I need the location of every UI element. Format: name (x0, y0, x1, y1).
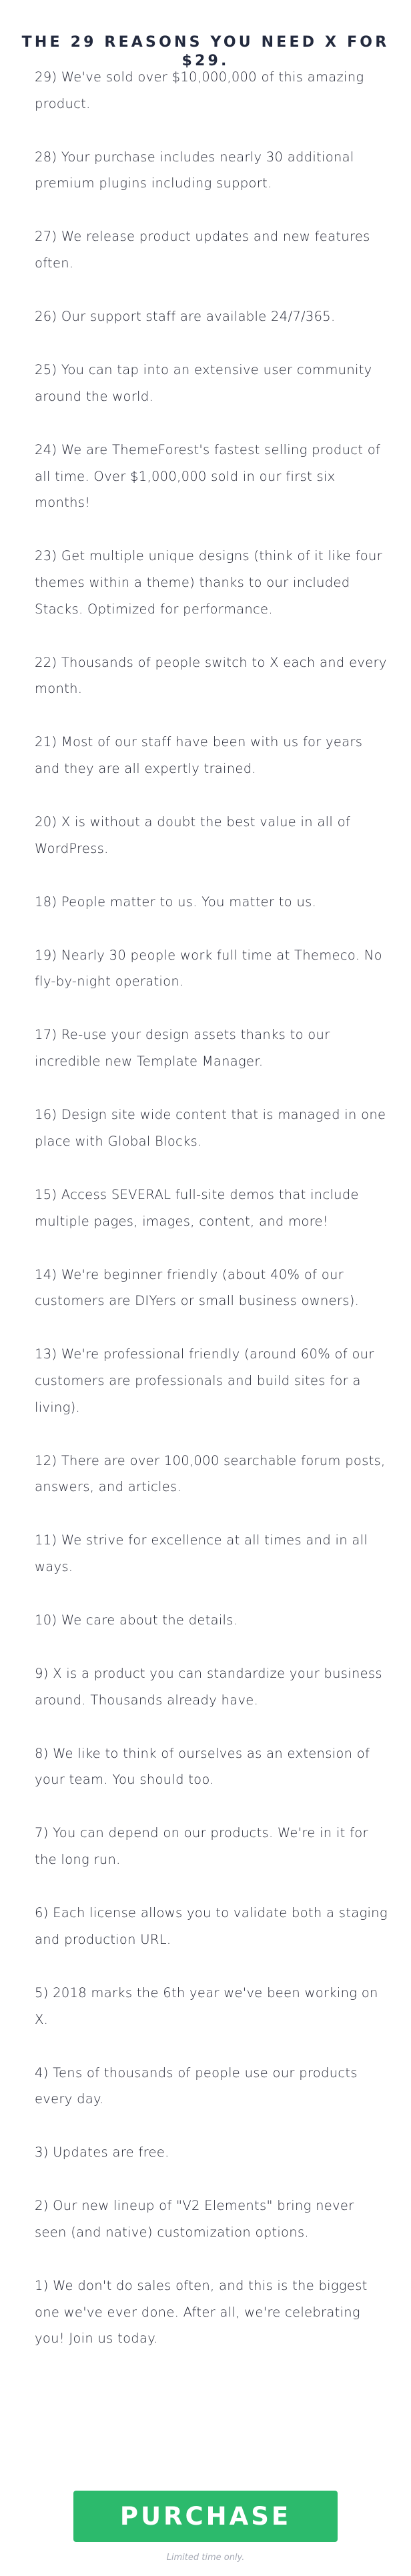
reason-item: 10) We care about the details. (35, 1612, 238, 1628)
reason-item: 6) Each license allows you to validate both a staging and production URL. (35, 1905, 388, 1947)
heading-prefix: THE (21, 34, 71, 51)
reason-item: 4) Tens of thousands of people use our products every day. (35, 2065, 358, 2107)
reason-item: 12) There are over 100,000 searchable forum posts, answers, and articles. (35, 1452, 386, 1495)
reason-item: 13) We're professional friendly (around 60% of our customers are professionals and build sites for a living). (35, 1346, 374, 1415)
reason-item: 22) Thousands of people switch to X each and every month. (35, 654, 387, 697)
reason-item: 11) We strive for excellence at all times and in all ways. (35, 1532, 368, 1575)
reason-item: 20) X is without a doubt the best value in all of WordPress. (35, 814, 350, 856)
limited-time-note: Limited time only. (166, 2553, 245, 2563)
heading-suffix: FOR $29. (181, 34, 390, 69)
reason-item: 28) Your purchase includes nearly 30 additional premium plugins including support. (35, 149, 354, 191)
reason-item: 26) Our support staff are available 24/7/365. (35, 309, 336, 325)
reason-item: 16) Design site wide content that is managed in one place with Global Blocks. (35, 1107, 386, 1149)
reason-item: 17) Re-use your design assets thanks to our incredible new Template Manager. (35, 1027, 330, 1070)
reason-item: 21) Most of our staff have been with us for years and they are all expertly trained. (35, 734, 363, 777)
reason-item: 7) You can depend on our products. We're in it for the long run. (35, 1825, 368, 1868)
reason-item: 5) 2018 marks the 6th year we've been working on X. (35, 1985, 378, 2027)
reason-item: 8) We like to think of ourselves as an extension of your team. You should too. (35, 1745, 370, 1788)
reason-item: 3) Updates are free. (35, 2145, 169, 2161)
purchase-button[interactable]: PURCHASE (73, 2491, 338, 2542)
reason-item: 27) We release product updates and new features often. (35, 229, 370, 271)
reason-item: 2) Our new lineup of "V2 Elements" bring never seen (and native) customization options. (35, 2198, 354, 2240)
reason-item: 29) We've sold over $10,000,000 of this amazing product. (35, 69, 364, 111)
reasons-list (35, 64, 388, 2379)
heading-emphasis: 29 REASONS YOU NEED X (70, 34, 340, 51)
reason-item: 18) People matter to us. You matter to us. (35, 894, 317, 910)
reason-item: 25) You can tap into an extensive user community around the world. (35, 362, 372, 404)
reason-item: 19) Nearly 30 people work full time at Themeco. No fly-by-night operation. (35, 947, 382, 990)
reason-item: 15) Access SEVERAL full-site demos that include multiple pages, images, content, and more! (35, 1186, 359, 1229)
reason-item: 23) Get multiple unique designs (think of it like four themes within a theme) thanks to our included Stacks. Optimized for performance. (35, 548, 382, 617)
reason-item: 1) We don't do sales often, and this is the biggest one we've ever done. After all, we're celebrating you! Join us today. (35, 2277, 368, 2347)
reason-item: 24) We are ThemeForest's fastest selling product of all time. Over $1,000,000 sold in our first six months! (35, 441, 381, 511)
reason-item: 14) We're beginner friendly (about 40% of our customers are DIYers or small business owners). (35, 1266, 360, 1309)
reason-item: 9) X is a product you can standardize your business around. Thousands already have. (35, 1666, 382, 1708)
